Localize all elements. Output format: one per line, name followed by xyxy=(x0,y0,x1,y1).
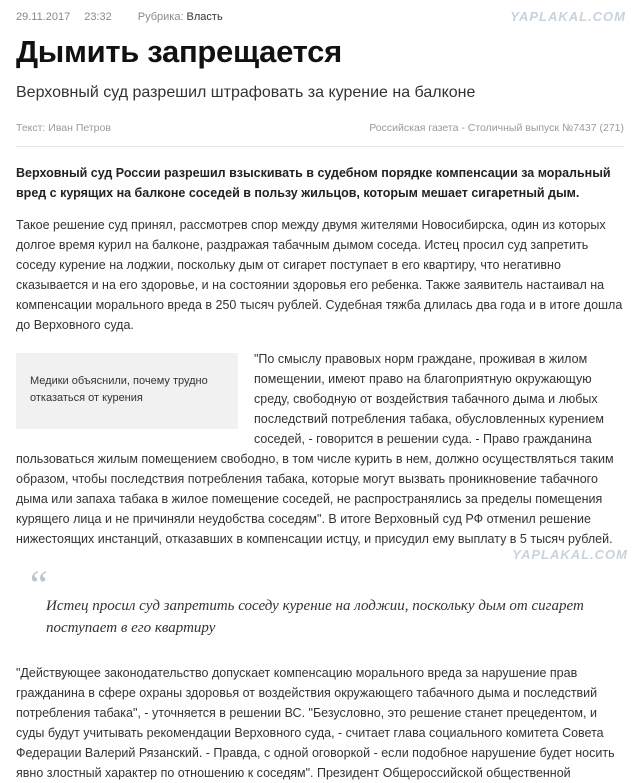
related-link-box[interactable] xyxy=(16,353,238,429)
article-subtitle: Верховный суд разрешил штрафовать за курение на балконе xyxy=(16,84,476,101)
quote-text: Истец просил суд запретить соседу курение на лоджии, поскольку дым от сигарет поступает в его квартиру xyxy=(46,598,584,636)
paragraph: "Действующее законодательство допускает компенсацию морального вреда за нарушение прав гражданина в сфере охраны здоровья от воздействия окружающего табачного дыма и последствий потребления табака", - уточняется в решении ВС. "Безусловно, это решение станет прецедентом, и суды будут учитывать рекомендации Верховного суда, - считает глава социального комитета Совета Федерации Валерий Рязанский. - Правда, с одной оговоркой - если подобное нарушение будет носить явно злостный характер по отношению к соседям". Президент Общероссийской общественной xyxy=(16,666,615,780)
paragraph-with-aside xyxy=(16,349,624,549)
author[interactable]: Текст: Иван Петров xyxy=(16,122,111,134)
rubric-label: Рубрика: xyxy=(137,11,184,23)
watermark: YAPLAKAL.COM xyxy=(510,9,626,24)
related-link-text[interactable]: Медики объяснили, почему трудно отказаться от курения xyxy=(30,375,208,404)
article-lead: Верховный суд России разрешил взыскивать в судебном порядке компенсации за моральный вред с курящих на балконе соседей в пользу жильцов, которым мешает сигаретный дым. xyxy=(16,166,611,200)
publish-time: 23:32 xyxy=(84,11,112,23)
publish-date: 29.11.2017 xyxy=(16,11,71,23)
paragraph: "По смыслу правовых норм граждане, проживая в жилом помещении, имеют право на благоприятную окружающую среду, свободную от воздействия табачного дыма и любых последствий потребления табака, обусловленных курением соседей, - говорится в решении суда. - Право гражданина пользоваться жилым помещением свободно, в том числе курить в нем, должно осуществляться таким образом, чтобы последствия потребления табака, которые могут вызвать проникновение табачного дыма или запаха табака в жилое помещение соседей, не распространялись за пределы помещения курящего лица и не причиняли неудобства соседям". В итоге Верховный суд РФ отменил решение нижестоящих инстанций, отказавших в компенсации истцу, и присудил ему выплату в 5 тысяч рублей. xyxy=(16,352,614,546)
pull-quote xyxy=(16,562,624,639)
byline xyxy=(16,122,624,147)
source[interactable]: Российская газета - Столичный выпуск №7437 (271) xyxy=(369,122,624,134)
article-title: Дымить запрещается xyxy=(16,34,342,69)
paragraph: Такое решение суд принял, рассмотрев спор между двумя жителями Новосибирска, один из которых долгое время курил на балконе, раздражая табачным дымом соседа. Истец просил суд запретить соседу курение на лоджии, поскольку дым от сигарет поступает в его квартиру, что негативно сказывается и на его здоровье, и на состоянии здоровья его ребенка. Также заявитель настаивал на компенсации морального вреда в 250 тысяч рублей. Судебная тяжба длилась два года и в итоге дошла до Верховного суда. xyxy=(16,218,623,332)
quote-mark-icon: “ xyxy=(30,562,48,607)
watermark: YAPLAKAL.COM xyxy=(512,547,628,562)
rubric-link[interactable]: Власть xyxy=(186,11,223,23)
